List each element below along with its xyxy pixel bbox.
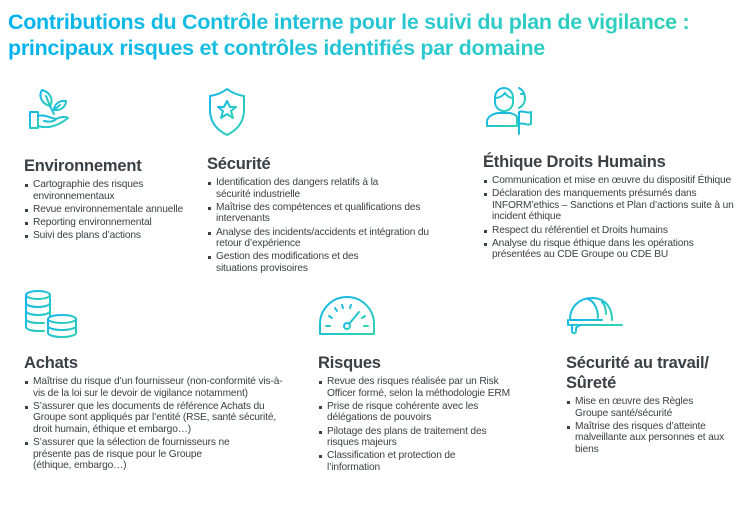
coin-stack-icon: [24, 289, 80, 339]
list-item: Prise de risque cohérente avec les délégations de pouvoirs: [318, 401, 512, 424]
domain-card-achats: [24, 289, 294, 474]
list-item: Suivi des plans d’actions: [24, 230, 194, 242]
shield-star-icon: [207, 86, 247, 138]
list-item: S’assurer que la sélection de fournisseurs ne présente pas de risque pour le Groupe (éthique, embargo…): [24, 437, 233, 472]
gauge-icon: [318, 296, 376, 336]
domain-item-list: [24, 376, 294, 472]
list-item: Analyse des incidents/accidents et intégration du retour d’expérience: [207, 227, 431, 250]
list-item: S’assurer que les documents de référence Achats du Groupe sont appliqués par l’entité (RSE, santé sécurité, droit humain, éthique et embargo…): [24, 401, 291, 436]
list-item: Gestion des modifications et des situations provisoires: [207, 251, 376, 274]
domain-heading: Éthique Droits Humains: [483, 153, 666, 171]
domain-item-list: [483, 175, 748, 261]
domain-heading: Risques: [318, 354, 381, 372]
domain-heading: Sécurité: [207, 155, 271, 173]
list-item: Déclaration des manquements présumés dans INFORM’ethics – Sanctions et Plan d’actions suite à un incident éthique: [483, 188, 748, 223]
page-title: Contributions du Contrôle interne pour le suivi du plan de vigilance : principaux risques et contrôles identifiés par domaine: [8, 9, 748, 61]
hard-hat-icon: [566, 296, 624, 336]
domain-card-securite-travail: [566, 296, 746, 457]
plant-hand-icon: [24, 84, 78, 138]
list-item: Maîtrise des compétences et qualifications des intervenants: [207, 202, 452, 225]
list-item: Maîtrise des risques d’atteinte malveillante aux personnes et aux biens: [566, 421, 740, 456]
domain-card-ethique: [483, 84, 748, 263]
list-item: Identification des dangers relatifs à la sécurité industrielle: [207, 177, 391, 200]
domain-heading: Achats: [24, 354, 78, 372]
list-item: Respect du référentiel et Droits humains: [483, 225, 748, 237]
list-item: Mise en œuvre des Règles Groupe santé/sécurité: [566, 396, 725, 419]
domain-item-list: [566, 396, 746, 456]
domain-card-environnement: [24, 84, 194, 243]
list-item: Revue des risques réalisée par un Risk Officer formé, selon la méthodologie ERM: [318, 376, 517, 399]
list-item: Revue environnementale annuelle: [24, 204, 194, 216]
domain-card-securite: [207, 86, 452, 276]
list-item: Communication et mise en œuvre du dispositif Éthique: [483, 175, 732, 187]
domain-item-list: [207, 177, 452, 275]
domain-item-list: [24, 179, 194, 242]
domain-heading: Sécurité au travail/ Sûreté: [566, 354, 709, 392]
list-item: Cartographie des risques environnementaux: [24, 179, 194, 202]
list-item: Reporting environnemental: [24, 217, 194, 229]
list-item: Classification et protection de l’information: [318, 450, 477, 473]
domain-card-risques: [318, 296, 528, 475]
list-item: Analyse du risque éthique dans les opérations présentées au CDE Groupe ou CDE BU: [483, 238, 740, 261]
domain-item-list: [318, 376, 528, 474]
list-item: Maîtrise du risque d’un fournisseur (non-conformité vis-à-vis de la loi sur le devoir de vigilance notamment): [24, 376, 288, 399]
domain-heading: Environnement: [24, 157, 142, 175]
list-item: Pilotage des plans de traitement des risques majeurs: [318, 426, 512, 449]
person-flag-icon: [483, 84, 539, 138]
